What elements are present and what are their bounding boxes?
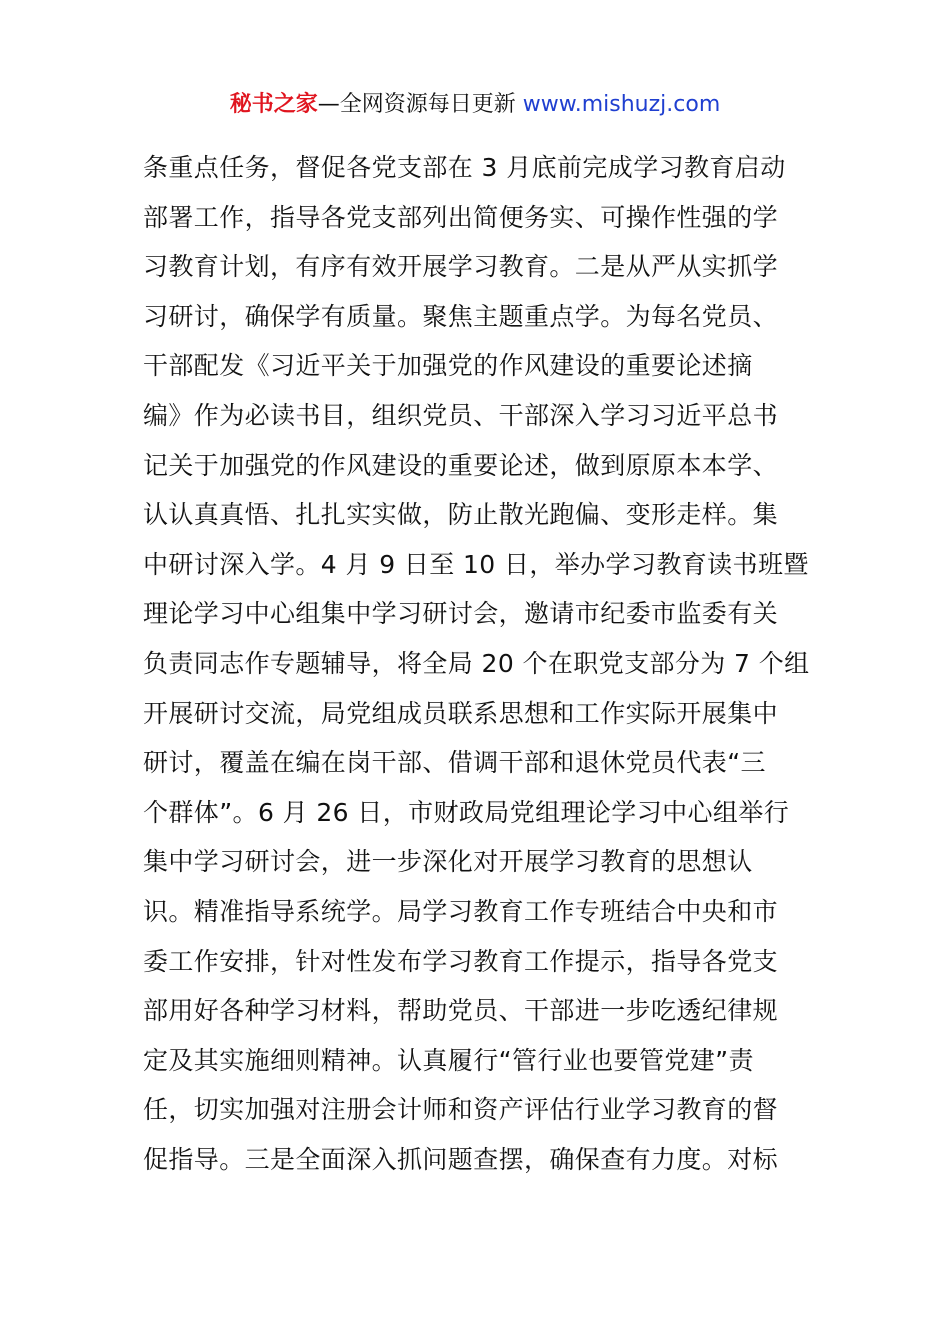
text-line: 促指导。三是全面深入抓问题查摆，确保查有力度。对标 [143, 1144, 779, 1174]
text-line: 理论学习中心组集中学习研讨会，邀请市纪委市监委有关 [143, 599, 779, 629]
text-line: 开展研讨交流，局党组成员联系思想和工作实际开展集中 [143, 698, 779, 728]
text-line: 定及其实施细则精神。认真履行“管行业也要管党建”责 [143, 1045, 754, 1075]
text-line: 负责同志作专题辅导，将全局 20 个在职党支部分为 7 个组 [143, 648, 810, 678]
text-line: 研讨，覆盖在编在岗干部、借调干部和退休党员代表“三 [143, 748, 766, 778]
site-url-link[interactable]: www.mishuzj.com [522, 92, 721, 117]
header-tagline: —全网资源每日更新 [317, 92, 523, 117]
text-line: 干部配发《习近平关于加强党的作风建设的重要论述摘 [143, 351, 753, 381]
brand-name: 秘书之家 [229, 92, 318, 117]
text-line: 中研讨深入学。4 月 9 日至 10 日，举办学习教育读书班暨 [143, 549, 809, 579]
document-body [143, 143, 823, 1184]
text-line: 部署工作，指导各党支部列出简便务实、可操作性强的学 [143, 202, 779, 232]
text-line: 编》作为必读书目，组织党员、干部深入学习习近平总书 [143, 400, 779, 430]
text-line: 记关于加强党的作风建设的重要论述，做到原原本本学、 [143, 450, 779, 480]
text-line: 习研讨，确保学有质量。聚焦主题重点学。为每名党员、 [143, 301, 779, 331]
text-line: 认认真真悟、扎扎实实做，防止散光跑偏、变形走样。集 [143, 500, 779, 530]
text-line: 识。精准指导系统学。局学习教育工作专班结合中央和市 [143, 896, 779, 926]
text-line: 习教育计划，有序有效开展学习教育。二是从严从实抓学 [143, 252, 779, 282]
text-line: 部用好各种学习材料，帮助党员、干部进一步吃透纪律规 [143, 996, 779, 1026]
text-line: 委工作安排，针对性发布学习教育工作提示，指导各党支 [143, 946, 779, 976]
text-line: 条重点任务，督促各党支部在 3 月底前完成学习教育启动 [143, 153, 786, 182]
page-header [0, 88, 950, 122]
text-line: 集中学习研讨会，进一步深化对开展学习教育的思想认 [143, 847, 753, 877]
text-line: 任，切实加强对注册会计师和资产评估行业学习教育的督 [143, 1095, 779, 1125]
text-line: 个群体”。6 月 26 日，市财政局党组理论学习中心组举行 [143, 797, 790, 827]
